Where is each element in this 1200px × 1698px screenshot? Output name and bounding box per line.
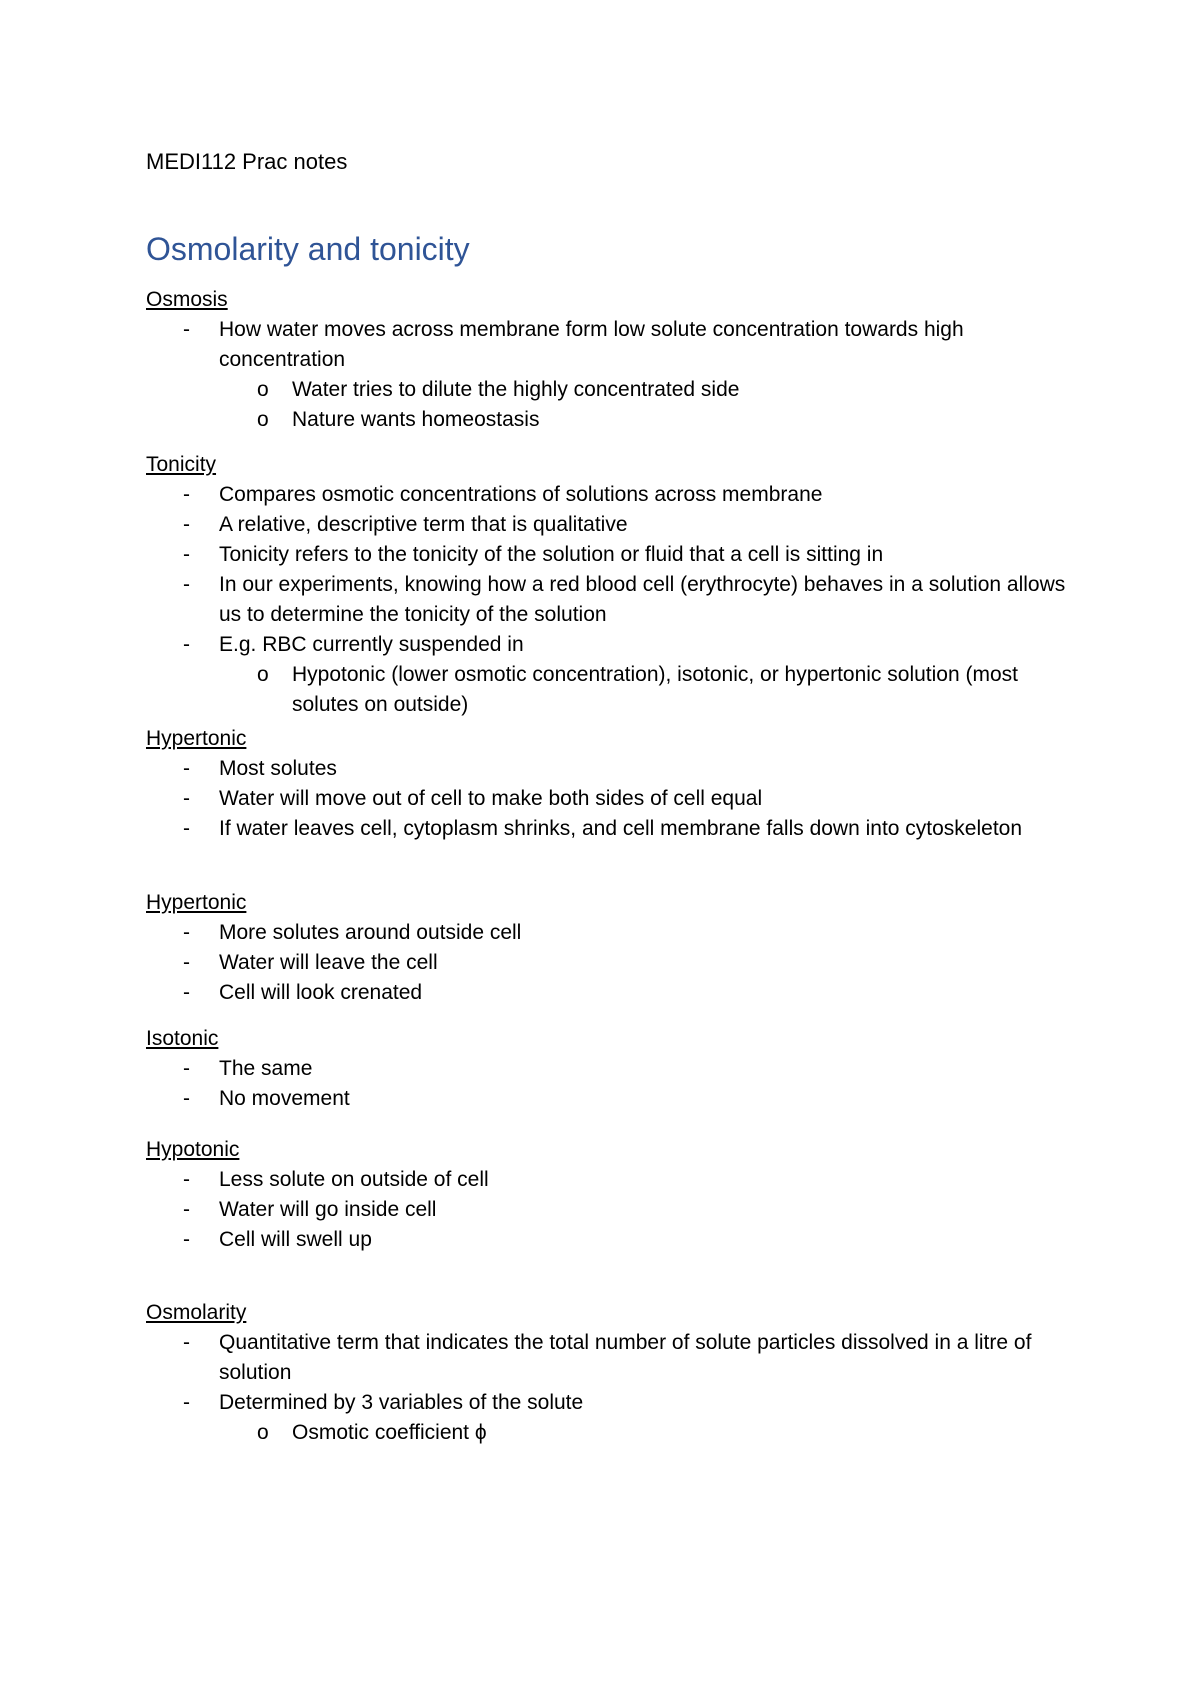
sub-list-item xyxy=(146,660,1076,720)
list-item-text: Water will move out of cell to make both sides of cell equal xyxy=(219,787,763,810)
circle-bullet-icon: o xyxy=(257,1421,269,1444)
section-hypotonic xyxy=(146,1135,1076,1255)
list-item xyxy=(146,814,1076,844)
section-tonicity xyxy=(146,450,1076,720)
list-item-text: Quantitative term that indicates the total number of solute particles dissolved in a litre of solution xyxy=(219,1331,1032,1384)
list-item-text: Determined by 3 variables of the solute xyxy=(219,1391,584,1414)
bullet-list xyxy=(146,1054,1076,1114)
list-item xyxy=(146,1054,1076,1084)
sub-list-item-text: Hypotonic (lower osmotic concentration), isotonic, or hypertonic solution (most solutes on outside) xyxy=(292,663,1018,716)
section-isotonic xyxy=(146,1024,1076,1114)
bullet-list xyxy=(146,1165,1076,1255)
section-hypertonic xyxy=(146,888,1076,1008)
sub-list-item xyxy=(146,375,1076,405)
dash-bullet-icon: - xyxy=(183,543,190,566)
bullet-list xyxy=(146,918,1076,1008)
section-heading: Tonicity xyxy=(146,453,217,476)
sub-list-item xyxy=(146,405,1076,435)
circle-bullet-icon: o xyxy=(257,408,269,431)
section-hypertonic xyxy=(146,724,1076,844)
dash-bullet-icon: - xyxy=(183,633,190,656)
list-item xyxy=(146,480,1076,510)
section-heading: Osmosis xyxy=(146,288,228,311)
list-item-text: Water will leave the cell xyxy=(219,951,438,974)
sub-list xyxy=(219,660,1076,720)
list-item xyxy=(146,784,1076,814)
dash-bullet-icon: - xyxy=(183,951,190,974)
sub-list-item xyxy=(146,1418,1076,1448)
dash-bullet-icon: - xyxy=(183,1057,190,1080)
dash-bullet-icon: - xyxy=(183,318,190,341)
sub-list-item-text: Water tries to dilute the highly concentrated side xyxy=(292,378,740,401)
list-item xyxy=(146,978,1076,1008)
bullet-list xyxy=(146,754,1076,844)
list-item xyxy=(146,1328,1076,1388)
dash-bullet-icon: - xyxy=(183,1168,190,1191)
dash-bullet-icon: - xyxy=(183,483,190,506)
section-heading: Hypertonic xyxy=(146,891,247,914)
list-item-text: No movement xyxy=(219,1087,350,1110)
section-osmolarity xyxy=(146,1298,1076,1448)
list-item-text: Less solute on outside of cell xyxy=(219,1168,489,1191)
dash-bullet-icon: - xyxy=(183,573,190,596)
dash-bullet-icon: - xyxy=(183,1228,190,1251)
list-item-text: Tonicity refers to the tonicity of the solution or fluid that a cell is sitting in xyxy=(219,543,884,566)
list-item-text: The same xyxy=(219,1057,313,1080)
list-item-text: E.g. RBC currently suspended in xyxy=(219,633,524,656)
bullet-list xyxy=(146,315,1076,435)
sub-list-item-text: Nature wants homeostasis xyxy=(292,408,540,431)
list-item xyxy=(146,1388,1076,1448)
list-item-text: Water will go inside cell xyxy=(219,1198,437,1221)
document-title: MEDI112 Prac notes xyxy=(146,149,348,174)
section-heading: Hypotonic xyxy=(146,1138,240,1161)
list-item xyxy=(146,540,1076,570)
list-item xyxy=(146,510,1076,540)
dash-bullet-icon: - xyxy=(183,921,190,944)
list-item xyxy=(146,918,1076,948)
list-item-text: Cell will swell up xyxy=(219,1228,372,1251)
dash-bullet-icon: - xyxy=(183,1331,190,1354)
dash-bullet-icon: - xyxy=(183,757,190,780)
list-item xyxy=(146,1084,1076,1114)
sub-list-item-text: Osmotic coefficient ϕ xyxy=(292,1421,487,1444)
dash-bullet-icon: - xyxy=(183,513,190,536)
list-item-text: A relative, descriptive term that is qualitative xyxy=(219,513,628,536)
bullet-list xyxy=(146,480,1076,720)
circle-bullet-icon: o xyxy=(257,378,269,401)
list-item xyxy=(146,1165,1076,1195)
list-item xyxy=(146,754,1076,784)
section-heading: Isotonic xyxy=(146,1027,219,1050)
list-item xyxy=(146,570,1076,630)
dash-bullet-icon: - xyxy=(183,1087,190,1110)
list-item xyxy=(146,630,1076,720)
list-item-text: More solutes around outside cell xyxy=(219,921,522,944)
list-item-text: How water moves across membrane form low solute concentration towards high concentration xyxy=(219,318,964,371)
list-item-text: In our experiments, knowing how a red blood cell (erythrocyte) behaves in a solution allows us to determine the tonicity of the solution xyxy=(219,573,1066,626)
list-item xyxy=(146,1195,1076,1225)
dash-bullet-icon: - xyxy=(183,787,190,810)
list-item xyxy=(146,1225,1076,1255)
list-item-text: Cell will look crenated xyxy=(219,981,423,1004)
dash-bullet-icon: - xyxy=(183,981,190,1004)
dash-bullet-icon: - xyxy=(183,1391,190,1414)
list-item-text: Most solutes xyxy=(219,757,337,780)
bullet-list xyxy=(146,1328,1076,1448)
section-heading: Hypertonic xyxy=(146,727,247,750)
dash-bullet-icon: - xyxy=(183,1198,190,1221)
list-item-text: Compares osmotic concentrations of solutions across membrane xyxy=(219,483,823,506)
circle-bullet-icon: o xyxy=(257,663,269,686)
main-heading: Osmolarity and tonicity xyxy=(146,231,470,267)
sub-list xyxy=(219,375,1076,435)
list-item xyxy=(146,315,1076,435)
dash-bullet-icon: - xyxy=(183,817,190,840)
section-heading: Osmolarity xyxy=(146,1301,247,1324)
list-item-text: If water leaves cell, cytoplasm shrinks, and cell membrane falls down into cytoskeleton xyxy=(219,817,1023,840)
section-osmosis xyxy=(146,285,1076,435)
list-item xyxy=(146,948,1076,978)
sub-list xyxy=(219,1418,1076,1448)
